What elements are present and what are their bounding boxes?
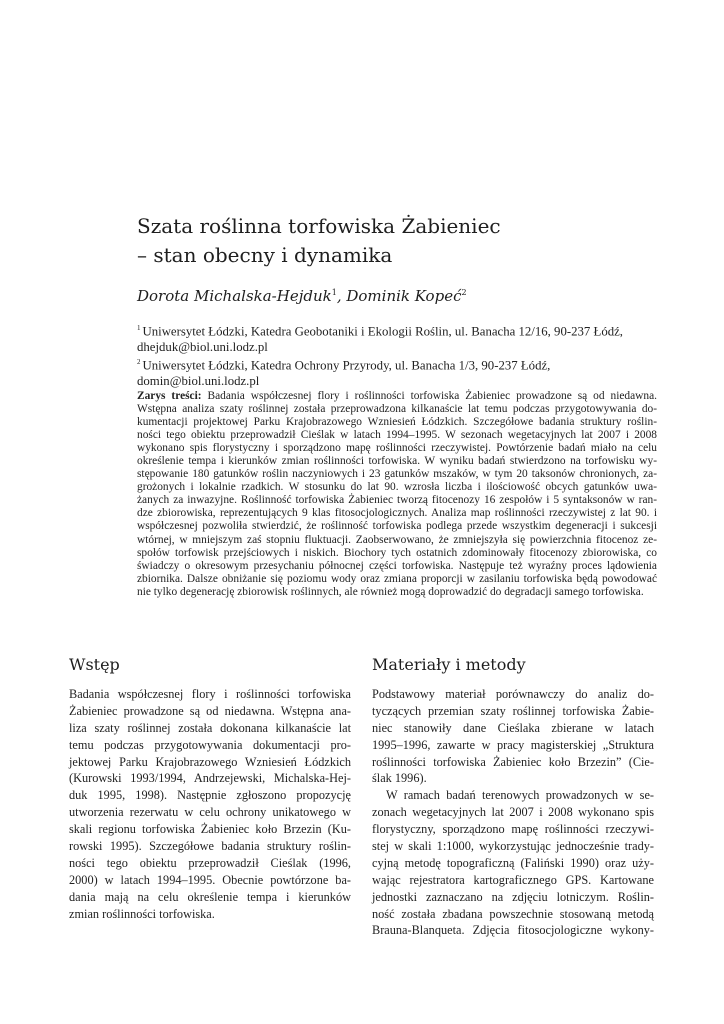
abstract-line: nie tylko degenerację zbiorowisk roślinnych, ale również mogą doprowadzić do degradacji samego torfowiska. xyxy=(137,585,644,598)
abstract-line: stępowanie 180 gatunków roślin naczyniowych i 23 gatunków mszaków, w tym 20 taksonów chronionych, za- xyxy=(137,468,657,481)
abstract-line: Wstępna analiza szaty roślinnej została przeprowadzona kilkanaście lat temu podczas przygotowywania do- xyxy=(137,403,657,416)
methods-line: Podstawowy materiał porównawczy do analiz do- xyxy=(372,687,654,701)
abstract-line: określenie tempa i kierunków zmian roślinności torfowiska. W wyniku badań stwierdzono na torfowisku wy- xyxy=(137,455,657,468)
methods-line: 1995–1996, zawarte w pracy magisterskiej „Struktura xyxy=(372,737,654,752)
introduction-line: skali regionu torfowiska Żabieniec koło Brzezin (Ku- xyxy=(69,822,351,837)
abstract-line: dze zbiorowiska, reprezentujących 9 klas fitosocjologicznych. Analiza map roślinności rzeczywistej z lat 90. i xyxy=(137,507,657,520)
affiliation-1-email[interactable]: dhejduk@biol.uni.lodz.pl xyxy=(137,339,268,354)
abstract-line xyxy=(137,390,657,403)
introduction-line: liza szaty roślinnej została dokonana kilkanaście lat xyxy=(69,720,351,735)
introduction-line: utworzenia rezerwatu w celu ochrony unikatowego w xyxy=(69,805,351,820)
affiliation-2-text: Uniwersytet Łódzki, Katedra Ochrony Przyrody, ul. Banacha 1/3, 90-237 Łódź, xyxy=(142,358,551,373)
methods-line: ślak 1996). xyxy=(372,771,427,786)
introduction-line: jektowej Parku Krajobrazowego Wzniesień Łódzkich xyxy=(69,754,351,769)
abstract-line: kumentacji projektowej Parku Krajobrazowego Wzniesień Łódzkich. Szczegółowe badania struktury roślin- xyxy=(137,416,657,429)
methods-line: ność została zbadana powszechnie stosowaną metodą xyxy=(372,906,654,921)
introduction-line: dania mają na celu określenie tempa i kierunków xyxy=(69,889,351,904)
methods-line: W ramach badań terenowych prowadzonych w se- xyxy=(386,788,654,803)
introduction-line: duk 1995, 1998). Następnie zgłoszono propozycję xyxy=(69,788,351,803)
abstract-line: wykonano spis florystyczny i sporządzono mapę roślinności rzeczywistej. Powtórzenie badań miało na celu xyxy=(137,442,657,455)
introduction-line: temu podczas przygotowywania dokumentacji pro- xyxy=(69,737,351,752)
methods-line: niec stanowiły dane Cieślaka zbierane w latach xyxy=(372,720,654,735)
abstract xyxy=(137,390,657,599)
methods-line: jednostki zaznaczano na zdjęciu lotniczym. Roślin- xyxy=(372,889,654,904)
paper-title xyxy=(137,212,657,270)
author-affiliation-marker-1: 1 xyxy=(331,288,337,297)
abstract-line: świadczy o okresowym przesychaniu północnej części torfowiska. Następuje też wyraźny proces lądowienia xyxy=(137,559,657,572)
introduction-body xyxy=(69,686,351,922)
methods-line: zonach wegetacyjnych lat 2007 i 2008 wykonano spis xyxy=(372,805,654,820)
introduction-line: zmian roślinności torfowiska. xyxy=(69,906,215,921)
introduction-line: (Kurowski 1993/1994, Andrzejewski, Michalska-Hej- xyxy=(69,771,351,786)
author-separator: , xyxy=(336,287,347,305)
methods-line: wając rejestratora kartograficznego GPS. Kartowane xyxy=(372,872,654,887)
methods-line: Brauna-Blanqueta. Zdjęcia fitosocjologiczne wykony- xyxy=(372,923,654,938)
methods-line: stej w skali 1:1000, wykorzystując jednocześnie trady- xyxy=(372,839,654,854)
introduction-line: Żabieniec prowadzone są od niedawna. Wstępna ana- xyxy=(69,703,351,718)
abstract-line: grożonych i lokalnie rzadkich. W stosunku do lat 90. wzrosła liczba i ilościowość obcych gatunków uwa- xyxy=(137,481,657,494)
abstract-line: wtórnej, w mniejszym zaś stopniu fluktuacji. Zaobserwowano, że zmniejszyła się powierzchnia fitocenoz ze- xyxy=(137,533,657,546)
abstract-line: zbiornika. Dalsze obniżanie się poziomu wody oraz zmiana proporcji w zasilaniu torfowiska będą powodować xyxy=(137,572,657,585)
abstract-line: współczesnej pozwoliła stwierdzić, że roślinność torfowiska podlega przede wszystkim degeneracji i sukcesji xyxy=(137,520,657,533)
methods-line: tyczących przemian szaty roślinnej torfowiska Żabie- xyxy=(372,703,654,718)
abstract-label: Zarys treści: xyxy=(137,390,202,402)
paper-title-line-2: – stan obecny i dynamika xyxy=(137,243,393,267)
affiliation-1-line-1 xyxy=(137,321,657,340)
affiliations xyxy=(137,321,657,390)
abstract-line: społów torfowisk przejściowych i niskich. Biochory tych ostatnich zdominowały fitocenozy zbiorowiska, co xyxy=(137,546,657,559)
abstract-line: ności tego obiektu przeprowadził Cieślak w latach 1994–1995. W sezonach wegetacyjnych lat 2007 i 2008 xyxy=(137,429,657,442)
methods-body xyxy=(372,686,654,939)
abstract-line: żanych za inwazyjne. Roślinność torfowiska Żabieniec tworzą fitocenozy 16 zespołów i 5 syntaksonów w ran- xyxy=(137,494,657,507)
methods-line: roślinności torfowiska Żabieniec koło Brzezin” (Cie- xyxy=(372,754,654,769)
affiliation-2-line-1 xyxy=(137,355,657,374)
affiliation-2-email[interactable]: domin@biol.uni.lodz.pl xyxy=(137,374,260,389)
introduction-line: Badania współczesnej flory i roślinności torfowiska xyxy=(69,687,351,701)
introduction-line: 2000) w latach 1994–1995. Obecnie powtórzone ba- xyxy=(69,872,351,887)
author-name-1: Dorota Michalska-Hejduk xyxy=(137,287,332,305)
affiliation-1-text: Uniwersytet Łódzki, Katedra Geobotaniki i Ekologii Roślin, ul. Banacha 12/16, 90-237 Łódź, xyxy=(142,324,623,339)
methods-line: florystyczny, sporządzono mapę roślinności rzeczywi- xyxy=(372,822,654,837)
affiliation-2-marker: 2 xyxy=(137,358,141,367)
introduction-line: ności tego obiektu przeprowadził Cieślak (1996, xyxy=(69,855,351,870)
methods-line: cyjną metodę topograficzną (Faliński 1990) oraz uży- xyxy=(372,855,654,870)
section-heading-methods: Materiały i metody xyxy=(372,655,526,674)
author-list xyxy=(137,283,467,306)
affiliation-1-marker: 1 xyxy=(137,324,141,332)
author-name-2: Dominik Kopeć xyxy=(346,287,462,305)
abstract-first-line-text: Badania współczesnej flory i roślinności torfowiska Żabieniec prowadzone są od niedawna. xyxy=(201,390,657,402)
introduction-line: rowski 1995). Szczegółowe badania struktury roślin- xyxy=(69,839,351,854)
paper-title-line-1: Szata roślinna torfowiska Żabieniec xyxy=(137,214,501,238)
author-affiliation-marker-2: 2 xyxy=(461,288,467,297)
section-heading-introduction: Wstęp xyxy=(69,655,120,674)
